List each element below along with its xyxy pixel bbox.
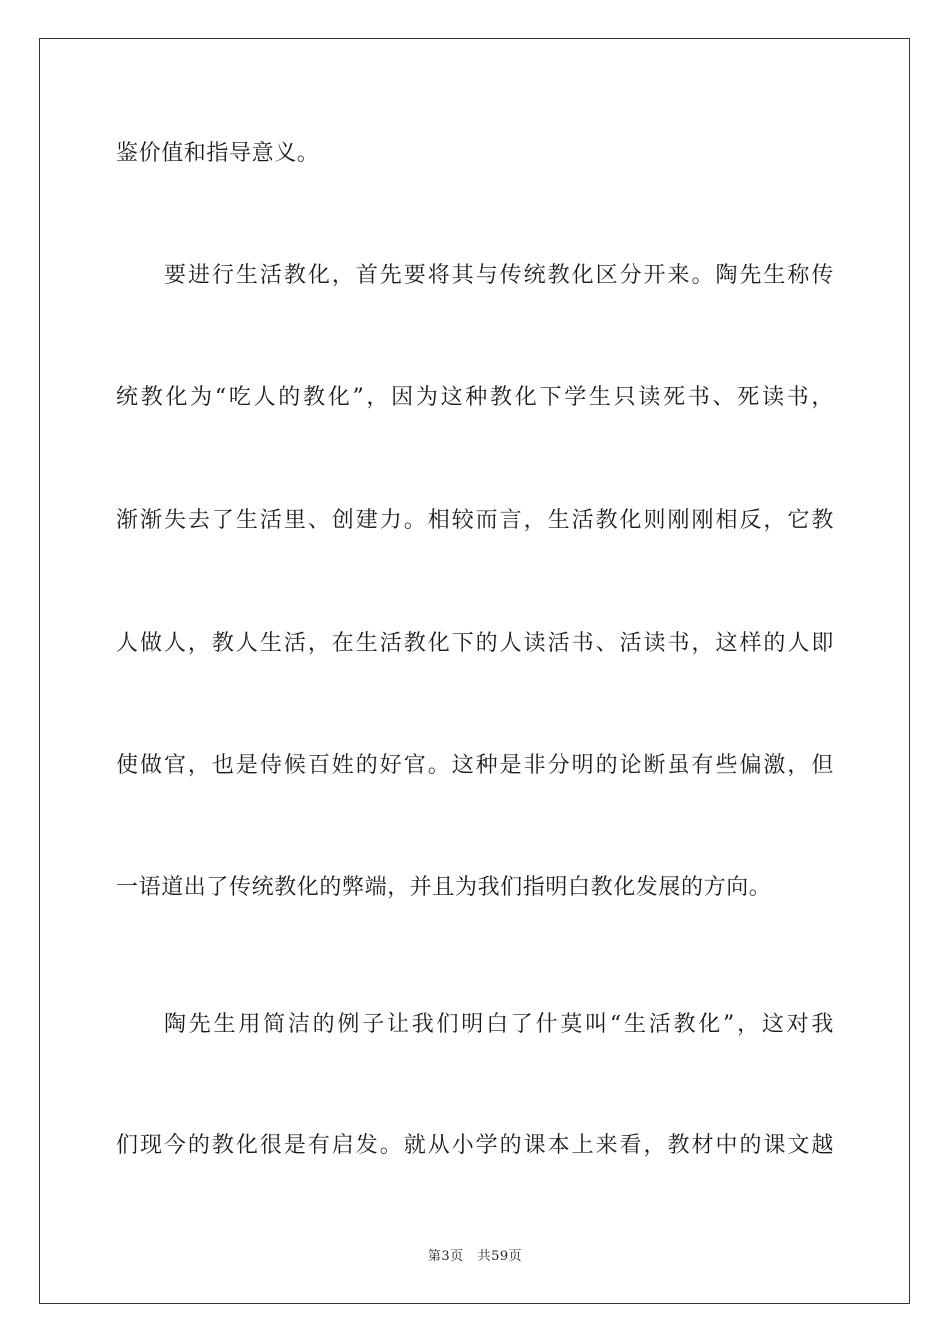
page-border [39, 38, 910, 1304]
text-line: 一语道出了传统教化的弊端，并且为我们指明白教化发展的方向。 [116, 875, 772, 900]
text-line: 统教化为“吃人的教化”，因为这种教化下学生只读死书、死读书， [116, 385, 834, 410]
text-line: 使做官，也是侍候百姓的好官。这种是非分明的论断虽有些偏激，但 [116, 753, 834, 778]
page-number: 第3页 [427, 1249, 464, 1264]
text-line: 们现今的教化很是有启发。就从小学的课本上来看，教材中的课文越 [116, 1133, 834, 1158]
text-line: 渐渐失去了生活里、创建力。相较而言，生活教化则刚刚相反，它教 [116, 508, 834, 533]
paragraph-first-line: 陶先生用简洁的例子让我们明白了什莫叫“生活教化”，这对我 [164, 1012, 834, 1037]
paragraph-first-line: 要进行生活教化，首先要将其与传统教化区分开来。陶先生称传 [164, 263, 834, 288]
page-total: 共59页 [477, 1249, 523, 1264]
page-footer [0, 1248, 950, 1266]
text-line: 鉴价值和指导意义。 [116, 141, 320, 166]
text-line: 人做人，教人生活，在生活教化下的人读活书、活读书，这样的人即 [116, 631, 834, 656]
